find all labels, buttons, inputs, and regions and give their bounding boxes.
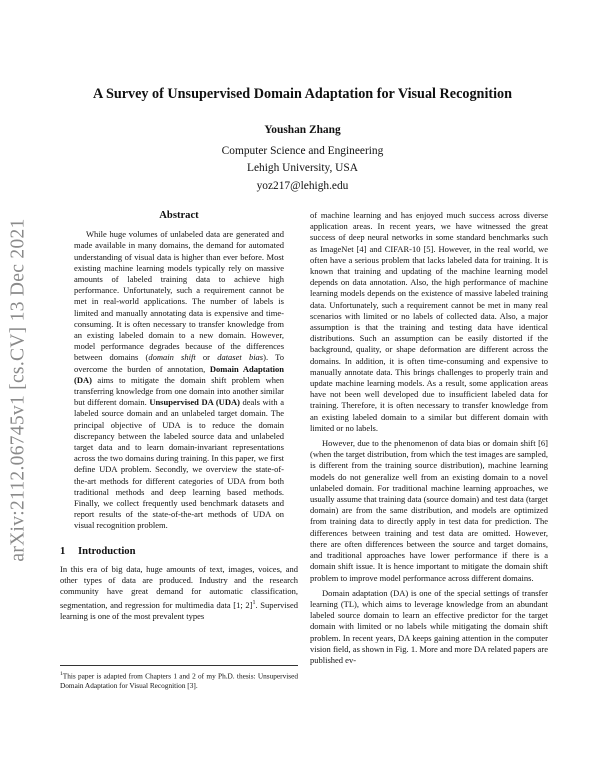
body-paragraph-3: Domain adaptation (DA) is one of the special settings of transfer learning (TL), which aims to leverage knowledge from an abundant labeled source domain to learn an effective predictor for the target domain with limited or no labels while mitigating the domain shift problem. In recent years, DA keeps gaining attention in the computer vision field, as shown in Fig. 1. More and more DA related papers are published ev-	[310, 587, 548, 665]
section-number: 1	[60, 545, 66, 557]
left-column	[60, 210, 298, 622]
arxiv-identifier-text: arXiv:2112.06745v1 [cs.CV] 13 Dec 2021	[8, 218, 29, 562]
section-heading-introduction	[60, 546, 298, 557]
footnote	[60, 665, 298, 691]
intro-text: In this era of big data, huge amounts of text, images, voices, and other types of data are produced. Industry and the research community have great demand for automatic classification, segmentation, and regression for multimedia data [1; 2]	[60, 563, 298, 610]
intro-paragraph	[60, 564, 298, 622]
body-paragraph-2: However, due to the phenomenon of data bias or domain shift [6] (when the target distribution, from which the test images are sampled, is different from the training source distribution), machine learning models do not generalize well from an existing domain to a novel unlabeled domain. For traditional machine learning approaches, we usually assume that training data (source domain) and test data (target domain) are from the same distribution, and models are optimized from training data to directly apply in test data for prediction. The differences between training and test data are omitted. However, there are often differences between the source and target domains, and traditional approaches have lower performance if there is a domain shift issue. It is hence important to mitigate the domain shift problem to improve model performance across different domains.	[310, 438, 548, 583]
right-column	[310, 210, 548, 666]
author-block	[60, 122, 545, 195]
abstract-em-domain-shift: domain shift	[148, 352, 196, 363]
footnote-text: This paper is adapted from Chapters 1 and 2 of my Ph.D. thesis: Unsupervised Domain Adaptation for Visual Recognition [3].	[60, 671, 298, 691]
abstract-text-4: deals with a labeled source domain and an unlabeled target domain. The principal objective of UDA is to reduce the domain discrepancy between the labeled source data and unlabeled target data and to learn domain-invariant representations across the two domains during training. In this paper, we first define UDA problem. Secondly, we overview the state-of-the-art methods for different categories of UDA from both traditional methods and deep learning based methods. Finally, we collect frequently used benchmark datasets and report results of the state-of-the-art methods of UDA on visual recognition problem.	[74, 397, 284, 531]
paper-title: A Survey of Unsupervised Domain Adaptation for Visual Recognition	[92, 86, 513, 102]
abstract-body	[60, 229, 298, 531]
author-name: Youshan Zhang	[264, 124, 341, 136]
footnote-number: 1	[60, 671, 63, 677]
abstract-text-or: or	[195, 352, 218, 363]
arxiv-identifier	[3, 205, 35, 575]
abstract-bold-da: Domain Adaptation (DA)	[74, 363, 284, 385]
abstract-heading: Abstract	[159, 210, 199, 221]
abstract-paragraph	[74, 229, 284, 531]
author-affiliation: Lehigh University, USA	[247, 162, 358, 174]
abstract-em-dataset-bias: dataset bias	[217, 352, 264, 363]
footnote-marker: 1	[252, 599, 256, 606]
intro-text-end: . Supervised learning is one of the most prevalent types	[60, 599, 298, 621]
body-paragraph-1: of machine learning and has enjoyed much success across diverse application areas. In recent years, we have witnessed the great success of deep neural networks in some standard benchmarks such as ImageNet [4] and CIFAR-10 [5]. However, in the real world, we often have a serious problem that lacks labeled data for training. It is known that training and updating of the machine learning model depends on data annotation. Also, the high performance of machine learning models depends on the existence of massive labeled training data. Unfortunately, such a requirement cannot be met in many real scenarios with limited or no labels of collected data. Also, a major assumption is that the training and testing data have identical distributions. Such an assumption can be easily distorted if the background, quality, or shape deformation are different across the domains. In addition, it is often time-consuming and expensive to manually annotate data. This brings challenges to properly train and update machine learning models. As a result, some application areas have not been well developed due to insufficient labeled data for training. Therefore, it is often necessary to transfer knowledge from an existing labeled domain to a similar but different domain with limited or no labels.	[310, 210, 548, 433]
abstract-bold-uda: Unsupervised DA (UDA)	[149, 397, 240, 408]
author-email: yoz217@lehigh.edu	[256, 179, 349, 192]
abstract-text-1: While huge volumes of unlabeled data are generated and made available in many domains, the demand for automated understanding of visual data is higher than ever before. Most existing machine learning models typically rely on massive amounts of labeled training data to achieve high performance. Unfortunately, such a requirement cannot be met in real-world applications. The number of labels is limited and manually annotating data is expensive and time-consuming. It is often necessary to transfer knowledge from an existing labeled domain to a new domain. However, model performance degrades because of the differences between domains (	[74, 229, 284, 363]
author-department: Computer Science and Engineering	[221, 144, 384, 157]
abstract-text-3: aims to mitigate the domain shift problem when transferring knowledge from one domain into another similar but different domain.	[74, 374, 284, 408]
abstract-text-2: ). To overcome the burden of annotation,	[74, 352, 284, 374]
section-title: Introduction	[78, 545, 136, 557]
